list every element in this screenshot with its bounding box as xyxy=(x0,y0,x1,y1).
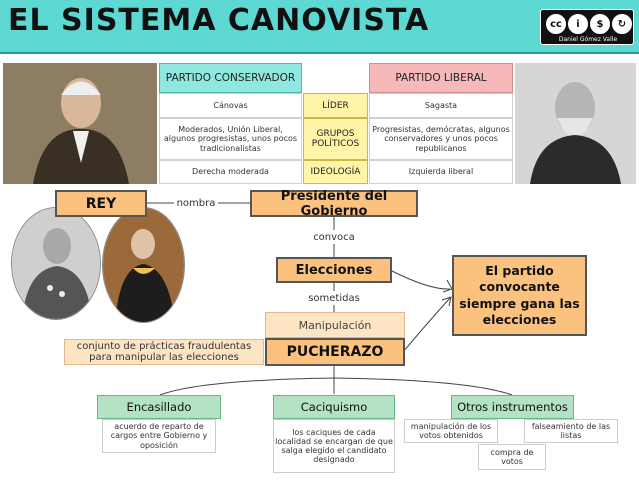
lider-liberal: Sagasta xyxy=(369,93,513,118)
grupos-label: GRUPOS POLÍTICOS xyxy=(303,118,368,160)
noncommercial-icon: $ xyxy=(589,13,611,35)
page-title: EL SISTEMA CANOVISTA xyxy=(8,3,430,38)
pucherazo-definition: conjunto de prácticas fraudulentas para manipular las elecciones xyxy=(64,339,264,365)
ideologia-label: IDEOLOGÍA xyxy=(303,160,368,184)
lider-label: LÍDER xyxy=(303,93,368,118)
presidente-node: Presidente del Gobierno xyxy=(250,190,418,217)
encasillado-definition: acuerdo de reparto de cargos entre Gobierno y oposición xyxy=(102,419,216,453)
falseamiento-listas-item: falseamiento de las listas xyxy=(524,419,618,443)
partido-convocante-node: El partido convocante siempre gana las elecciones xyxy=(452,255,587,336)
manipulacion-votos-item: manipulación de los votos obtenidos xyxy=(404,419,498,443)
otros-instrumentos-node: Otros instrumentos xyxy=(451,395,574,419)
caciquismo-node: Caciquismo xyxy=(273,395,395,419)
pucherazo-node: PUCHERAZO xyxy=(265,338,405,366)
elecciones-node: Elecciones xyxy=(276,257,392,283)
cc-icon: cc xyxy=(545,13,567,35)
lider-conservador: Cánovas xyxy=(159,93,302,118)
sharealike-icon: ↻ xyxy=(611,13,633,35)
manipulacion-label: Manipulación xyxy=(265,312,405,338)
sometidas-label: sometidas xyxy=(302,291,366,305)
grupos-conservador: Moderados, Unión Liberal, algunos progresistas, unos pocos tradicionalistas xyxy=(159,118,302,160)
rey-portrait xyxy=(11,207,101,320)
convoca-label: convoca xyxy=(306,230,362,244)
encasillado-node: Encasillado xyxy=(97,395,221,419)
compra-votos-item: compra de votos xyxy=(478,444,546,470)
partido-liberal-header: PARTIDO LIBERAL xyxy=(369,63,513,93)
grupos-liberal: Progresistas, demócratas, algunos conservadores y unos pocos republicanos xyxy=(369,118,513,160)
attribution-icon: i xyxy=(567,13,589,35)
ideologia-liberal: Izquierda liberal xyxy=(369,160,513,184)
caciquismo-definition: los caciques de cada localidad se encargan de que salga elegido el candidato designado xyxy=(273,419,395,473)
partido-conservador-header: PARTIDO CONSERVADOR xyxy=(159,63,302,93)
license-author: Daniel Gómez Valle xyxy=(558,36,618,43)
ideologia-conservador: Derecha moderada xyxy=(159,160,302,184)
nombra-label: nombra xyxy=(174,196,218,210)
reina-portrait xyxy=(102,207,185,323)
rey-node: REY xyxy=(55,190,147,217)
